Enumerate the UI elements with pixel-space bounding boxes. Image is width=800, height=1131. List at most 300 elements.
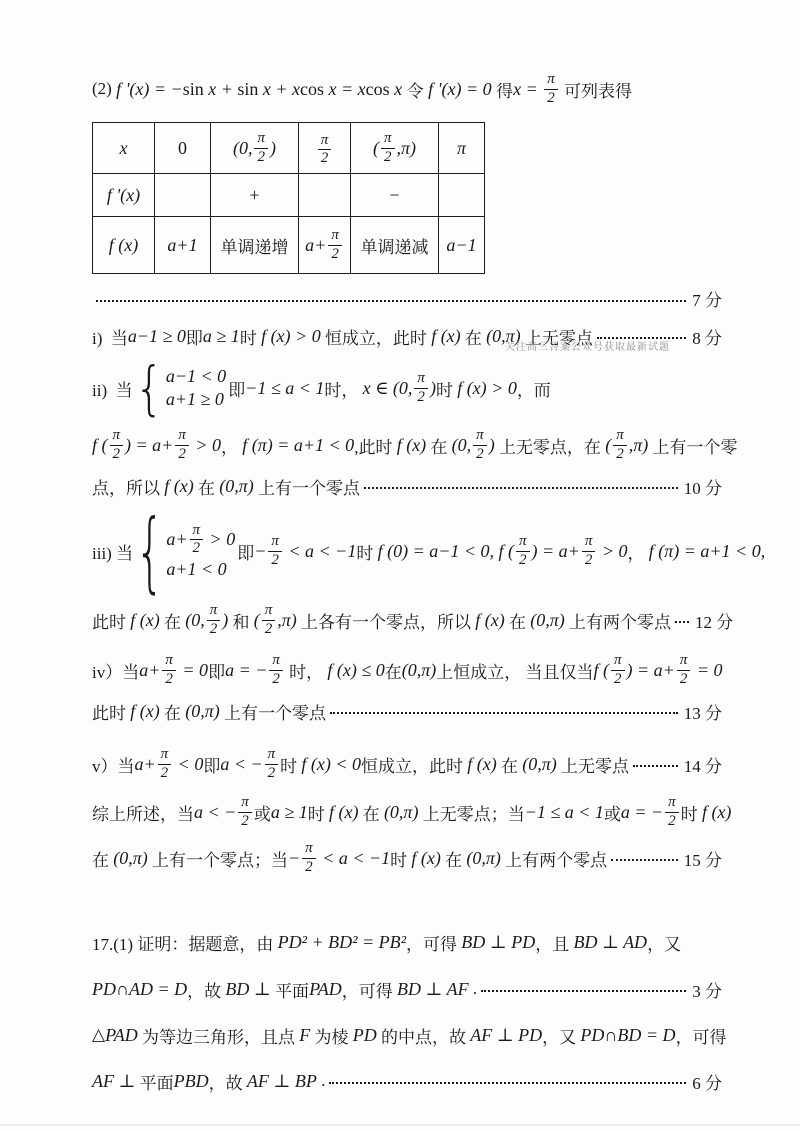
text: iv）当 [92,662,140,682]
math-text: AF ⊥ [92,1070,136,1091]
fraction-numerator: π [158,746,172,764]
table-cell-content [361,233,429,258]
fraction-denominator: 2 [320,150,329,166]
math-text: a = − [225,659,268,680]
text: 即 [228,380,246,400]
fraction-denominator: 2 [547,89,555,106]
fraction-numerator: π [269,652,283,670]
math-text: f '(x) = − [116,78,183,99]
math-text: a+ [305,234,327,255]
table-cell-content [305,227,344,263]
table-cell [299,217,351,274]
math-text: AF ⊥ BP [246,1070,317,1091]
text: 在 [384,662,402,682]
brace-icon: { [134,354,164,422]
fraction-denominator: 2 [679,670,688,687]
table-cell-content [233,130,276,166]
math-text: > 0 [597,540,628,561]
line-ii1 [92,421,738,469]
math-text: > 0 [190,434,221,455]
math-text: a−1 ≥ 0 [127,325,186,346]
math-text: BD ⊥ AD [573,931,648,952]
math-text: f (x) [701,801,732,822]
table-cell-content [316,132,334,168]
text: 在 [92,850,114,870]
text: 6 分 [692,1073,722,1093]
table-cell-content [373,130,416,166]
fraction [381,130,395,166]
fraction-numerator: π [162,652,176,670]
cases-row [166,522,235,558]
dotted-leader [481,990,686,992]
math-text: ) = a+ [531,540,580,561]
text: 时 [239,328,262,348]
fraction-denominator: 2 [264,620,273,637]
fraction [268,533,282,569]
text: 上无零点，在 [494,437,606,457]
fraction-numerator: π [381,130,395,148]
text: 或 [603,804,621,824]
brace-icon: { [135,499,165,603]
math-text: < a < −1 [317,847,391,868]
text: 即 [185,328,203,348]
fraction-denominator: 2 [271,551,279,568]
math-text: x [389,78,407,99]
text: 或 [253,804,271,824]
text: cos [300,78,324,99]
table-cell [439,217,485,274]
table-cell [155,123,211,174]
text: cos [365,78,390,99]
fraction-denominator: 2 [272,670,280,687]
text: 在 [460,328,487,348]
text: . [316,1071,326,1090]
fraction-denominator: 2 [417,388,425,405]
fraction-denominator: 2 [305,858,313,875]
math-text: a+ [134,753,156,774]
math-text: f (x) [130,609,160,630]
table-cell [299,123,351,174]
text: 在 [440,850,467,870]
text: 平面 [270,981,310,1001]
text: 上无零点 [556,756,630,776]
fraction [190,522,204,558]
fraction [516,533,530,569]
fraction-numerator: π [473,427,487,445]
text: 上有一个零点 [219,703,326,723]
line-17c [92,1019,727,1051]
math-text: x = [513,78,543,99]
fraction [473,427,487,463]
text: + [249,184,260,205]
math-text: (0,π) [219,475,254,496]
math-text: ) [429,377,436,398]
math-text: F [299,1024,311,1045]
fraction-denominator: 2 [160,764,169,781]
math-text: ,π) [396,137,417,158]
table-cell [439,174,485,217]
text: 上有两个零点 [564,612,672,632]
text: 综上所述，当 [92,804,194,824]
fraction-numerator: π [265,746,279,764]
fraction-denominator: 2 [614,670,622,687]
table-cell-content [167,235,197,256]
math-text: x [119,137,128,158]
fraction-numerator: π [665,794,679,812]
table-cell [351,217,439,274]
table-cell [93,123,155,174]
fraction [207,602,221,638]
math-text: f (x) [164,475,194,496]
fraction-denominator: 2 [476,445,484,462]
text: 令 [406,81,424,101]
math-text: f (x) ≤ 0 [327,659,385,680]
table-cell [351,174,439,217]
text: 10 分 [683,478,722,498]
fraction-numerator: π [677,652,691,670]
text: 上有两个零点 [500,850,608,870]
fraction-numerator: π [238,794,252,812]
fraction [414,370,428,406]
fraction [544,71,558,107]
text: 7 分 [692,291,722,310]
math-text: f (x) < 0 [301,753,362,774]
text: ，可得 [341,981,397,1001]
math-text: a ≥ 1 [202,325,240,346]
text: 此时 [92,703,131,723]
text: 上有一个零点；当 [147,850,289,870]
text: − [389,184,400,205]
fraction-denominator: 2 [257,148,265,165]
dotted-leader [96,300,686,302]
dotted-leader [329,1082,686,1084]
line-v [92,741,722,787]
text: 时 [390,850,412,870]
math-text: f '(x) = 0 [423,78,497,99]
fraction-numerator: π [328,227,342,245]
fraction [302,840,316,876]
fraction [611,652,625,688]
line-17a [92,925,722,959]
math-text: ( [372,137,379,158]
cases-group [135,499,236,603]
table-cell [211,174,299,217]
text: 恒成立，此时 [361,756,468,776]
cases-row [166,366,226,387]
table-cell [351,123,439,174]
math-text: f ( [92,434,108,455]
text: ，又 [542,1027,581,1047]
math-text: ) [270,137,276,158]
table-cell [93,174,155,217]
table-cell-content [107,185,140,206]
text: 上有一个零 [648,437,738,457]
fraction-denominator: 2 [112,445,120,462]
cases-group [134,354,227,422]
text: ,此时 [354,437,397,457]
fraction [175,427,189,463]
text: 上无零点；当 [418,804,525,824]
math-text: ) [222,609,229,630]
math-text: a+1 < 0 [166,559,227,580]
fraction [582,533,596,569]
math-text: −1 ≤ a < 1 [524,801,604,822]
fraction-denominator: 2 [165,670,173,687]
table-row [93,123,485,174]
math-text: −1 ≤ a < 1 [245,377,325,398]
text: ，且 [535,934,574,954]
text: 在 [358,804,384,824]
table-cell-content [221,233,289,258]
math-text: ,π) [628,434,649,455]
math-text: (0, [451,434,472,455]
line-iii1 [92,597,734,643]
text: v）当 [92,756,135,776]
table-cell [93,217,155,274]
fraction [238,794,252,830]
fraction-numerator: π [262,602,276,620]
text: 时， [284,662,328,682]
text: sin [182,78,204,99]
math-text: ( [253,609,260,630]
fraction-denominator: 2 [241,812,249,829]
table-cell-content [249,185,259,206]
math-text: a−1 < 0 [165,366,227,386]
page-edge-shadow [0,1124,800,1126]
fraction-denominator: 2 [616,445,624,462]
text: 上有一个零点 [253,478,360,498]
fraction-numerator: π [207,602,221,620]
fraction-numerator: π [613,427,627,445]
text: 时 [435,380,458,400]
math-text: f (x) [130,700,160,721]
text: 14 分 [683,756,722,776]
text: 恒成立，此时 [320,328,432,348]
math-text: a+1 ≥ 0 [165,389,224,409]
fraction [328,227,342,263]
table-cell-content [120,138,128,159]
text: 上恒成立， 当且仅当 [436,662,594,682]
cases-rows [166,366,226,410]
math-text: < 0 [173,753,204,774]
text: 12 分 [695,612,734,632]
variation-table [92,122,485,274]
cases-rows [166,522,235,581]
text: 为等边三角形，且点 [137,1027,300,1047]
table-row [93,174,485,217]
math-text: = 0 [177,659,209,680]
table-row [93,217,485,274]
text: 此时 [92,612,131,632]
fraction-numerator: π [190,522,204,540]
table-cell [155,174,211,217]
math-text: a+ [166,529,188,549]
fraction-denominator: 2 [192,540,201,556]
table-cell [211,217,299,274]
line-ii2 [92,471,722,501]
fraction-numerator: π [175,427,189,445]
solution-lines [92,286,766,1097]
math-text: x ∈ (0, [362,377,413,398]
dotted-leader [330,712,678,714]
math-text: − [288,847,301,868]
math-text: PBD [173,1070,209,1091]
math-text: f ( [593,659,609,680]
text: 0 [178,137,187,158]
math-text: (0,π) [522,753,557,774]
text: 17.(1) 证明：据题意，由 [92,934,278,954]
math-text: a < − [194,801,237,822]
dotted-leader [611,859,678,861]
math-text: > 0 [205,529,236,549]
fraction-denominator: 2 [178,445,186,462]
fraction [677,652,691,688]
math-text: PD² + BD² = PB² [277,931,407,952]
line-dots7 [92,286,722,311]
math-text: PD∩BD = D [580,1024,676,1045]
math-text: (0,π) [530,609,565,630]
text: (2) [92,79,117,98]
fraction [110,427,124,463]
math-text: x + [203,78,238,99]
line-ii [92,354,722,422]
text: 在 [159,703,186,723]
fraction-numerator: π [268,533,282,551]
math-text: ) [488,434,495,455]
text: 得 [496,81,514,101]
text: 单调递增 [220,237,289,257]
table-cell [211,123,299,174]
math-text: PAD [105,1024,138,1045]
math-text: (0,π) [185,700,220,721]
text: 的中点，故 [376,1027,471,1047]
text: 时 [680,804,702,824]
math-text: f (x) > 0 [261,325,321,346]
math-text: = 0 [692,659,723,680]
fraction-denominator: 2 [209,620,218,637]
math-text: f (x) [467,753,497,774]
text: 可列表得 [559,81,633,101]
math-text: (0,π) [486,325,521,346]
line-header [92,66,722,112]
math-text: PAD [309,978,342,999]
cases-row [166,389,226,410]
fraction [162,652,176,688]
dotted-leader [633,765,678,767]
math-text: π [456,137,467,158]
text: 即 [208,662,226,682]
text: 单调递减 [360,237,429,257]
fraction [665,794,679,830]
text: ii) 当 [92,380,133,400]
text: 3 分 [692,981,722,1001]
text: 时 [356,543,378,563]
line-sum1 [92,789,732,835]
fraction [158,746,172,782]
fraction [262,602,276,638]
fraction [613,427,627,463]
math-text: a−1 [446,234,477,255]
watermark-text: 关注高三答案公众号获取最新试题 [505,342,670,353]
text: 为棱 [310,1027,353,1047]
text: ，故 [208,1073,247,1093]
fraction-numerator: π [582,533,596,551]
fraction-denominator: 2 [383,148,392,165]
fraction-numerator: π [110,427,124,445]
fraction [265,746,279,782]
text: sin [237,78,259,99]
variation-table-body [93,123,485,274]
math-text: ) = a+ [626,659,675,680]
math-text: ) = a+ [125,434,174,455]
math-text: (0,π) [383,801,419,822]
fraction-numerator: π [254,130,268,148]
text: 即 [203,756,221,776]
cases-row [166,559,235,580]
line-iv [92,647,722,693]
fraction-denominator: 2 [331,245,339,262]
text: ，而 [516,380,551,400]
math-text: (0,π) [113,847,148,868]
math-text: a+ [139,659,161,680]
math-text: (0, [185,609,205,630]
line-17b [92,973,722,1005]
fraction-denominator: 2 [668,812,676,829]
line-iv1 [92,697,722,725]
math-text: ( [605,434,612,455]
math-text: BD ⊥ AF [396,978,469,999]
math-text: ,π) [277,609,297,630]
line-17d [92,1065,722,1097]
math-text: a ≥ 1 [270,801,308,822]
text: ， [220,437,243,457]
text: 平面 [135,1073,174,1093]
line-sum2 [92,837,722,879]
text: 即 [237,543,255,563]
text: i) 当 [92,328,128,348]
math-text: f (x) [431,325,461,346]
math-text: (0, [232,137,253,158]
math-text: f (x) [108,234,139,255]
table-cell [155,217,211,274]
fraction-denominator: 2 [584,551,593,568]
table-cell-content [109,235,138,256]
math-text: (0,π) [401,659,437,680]
text: 时， [324,380,363,400]
fraction-numerator: π [516,533,530,551]
text: 上无零点 [520,328,593,348]
text: 13 分 [683,703,722,723]
text: 在 [426,437,452,457]
fraction-numerator: π [414,370,428,388]
table-cell-content [178,138,187,159]
text: 上各有一个零点，所以 [296,612,476,632]
math-text: a+1 [167,234,198,255]
math-text: f (0) = a−1 < 0, f ( [377,540,515,561]
text: ，故 [187,981,226,1001]
fraction-numerator: π [302,840,316,858]
math-text: f (x) > 0 [457,377,517,398]
dotted-leader [675,621,689,623]
fraction [318,132,332,168]
text: ，又 [647,934,682,954]
math-text: < a < −1 [283,540,357,561]
text: △ [92,1025,106,1044]
math-text: f (x) [328,801,359,822]
text: 8 分 [692,328,722,348]
text: ，可得 [675,1027,727,1047]
text: 在 [504,612,531,632]
